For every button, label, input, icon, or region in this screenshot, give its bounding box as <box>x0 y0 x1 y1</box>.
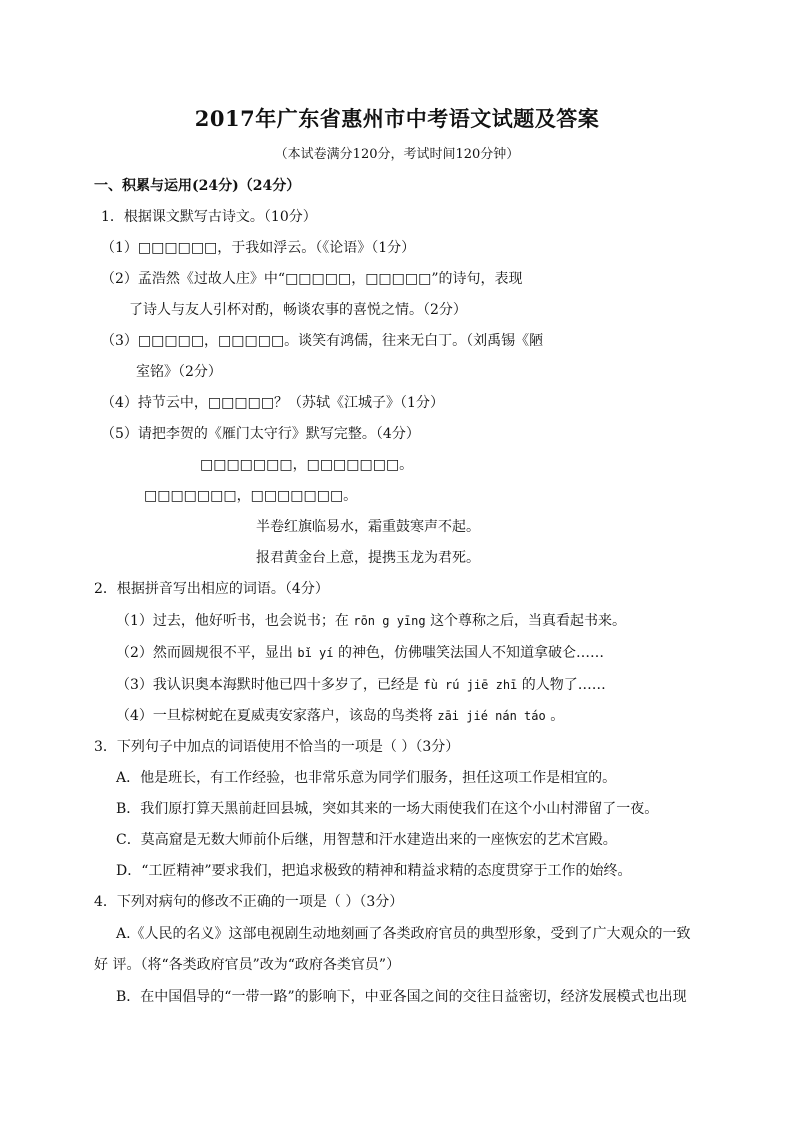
question-1-stem: 1．根据课文默写古诗文。（10分） <box>101 209 317 225</box>
question-1-part-3: （3）□□□□□，□□□□□。谈笑有鸿儒，往来无白丁。（刘禹锡《陋 <box>101 333 544 349</box>
sentence-text: （3）我认识奥本海默时他已四十多岁了，已经是 <box>116 677 419 693</box>
sentence-text: （4）一旦棕树蛇在夏威夷安家落户，该岛的鸟类将 <box>116 708 433 724</box>
sentence-text: 的人物了…… <box>521 677 606 693</box>
question-4-option-a-cont: 好 评。（将“各类政府官员”改为“政府各类官员”） <box>94 957 401 973</box>
sentence-text: 。 <box>550 708 565 724</box>
question-3-option-c: C．莫高窟是无数大师前仆后继，用智慧和汗水建造出来的一座恢宏的艺术宫殿。 <box>116 832 617 848</box>
question-4-stem: 4．下列对病句的修改不正确的一项是（ ）（3分） <box>94 894 404 910</box>
question-3-option-d: D．“工匠精神”要求我们，把追求极致的精神和精益求精的态度贯穿于工作的始终。 <box>116 863 632 879</box>
pinyin: rōn g yīng <box>353 614 426 628</box>
poem-line-2: □□□□□□□，□□□□□□□。 <box>144 488 358 504</box>
question-2-sentence-4 <box>116 707 564 725</box>
question-2-sentence-3 <box>116 676 606 694</box>
pinyin: zāi jié nán táo <box>437 709 546 723</box>
question-1-part-1: （1）□□□□□□，于我如浮云。（《论语》（1分） <box>101 240 416 256</box>
question-3-stem: 3．下列句子中加点的词语使用不恰当的一项是（ ）（3分） <box>94 739 460 755</box>
sentence-text: （2）然而圆规很不平，显出 <box>116 645 293 661</box>
question-3-option-b: B．我们原打算天黑前赶回县城，突如其来的一场大雨使我们在这个小山村滞留了一夜。 <box>116 801 659 817</box>
pinyin: fù rú jiē zhī <box>423 678 518 692</box>
question-2-sentence-2 <box>116 644 604 662</box>
question-2-sentence-1 <box>116 612 626 630</box>
question-1-part-2-cont: 了诗人与友人引杯对酌，畅谈农事的喜悦之情。（2分） <box>129 302 467 318</box>
question-1-part-4: （4）持节云中，□□□□□？（苏轼《江城子》（1分） <box>101 395 444 411</box>
question-1-part-3-cont: 室铭》（2分） <box>136 364 222 380</box>
sentence-text: （1）过去，他好听书，也会说书；在 <box>116 613 349 629</box>
page-subtitle: （本试卷满分120分，考试时间120分钟） <box>274 147 520 162</box>
question-1-part-5: （5）请把李贺的《雁门太守行》默写完整。（4分） <box>101 426 420 442</box>
question-4-option-b: B．在中国倡导的“一带一路”的影响下，中亚各国之间的交往日益密切，经济发展模式也出现 <box>116 989 687 1005</box>
question-1-part-2: （2）孟浩然《过故人庄》中“□□□□□，□□□□□”的诗句，表现 <box>101 271 523 287</box>
poem-line-3: 半卷红旗临易水，霜重鼓寒声不起。 <box>256 519 480 535</box>
question-2-stem: 2．根据拼音写出相应的词语。（4分） <box>94 581 329 597</box>
poem-line-4: 报君黄金台上意，提携玉龙为君死。 <box>256 550 480 566</box>
poem-line-1: □□□□□□□，□□□□□□□。 <box>200 457 414 473</box>
sentence-text: 的神色，仿佛嗤笑法国人不知道拿破仑…… <box>337 645 604 661</box>
pinyin: bǐ yí <box>297 646 334 660</box>
page-title: 2017年广东省惠州市中考语文试题及答案 <box>194 106 600 131</box>
sentence-text: 这个尊称之后，当真看起书来。 <box>430 613 627 629</box>
question-4-option-a: A.《人民的名义》这部电视剧生动地刻画了各类政府官员的典型形象，受到了广大观众的一致 <box>116 926 691 942</box>
section-heading: 一、积累与运用(24分)（24分） <box>94 178 301 194</box>
question-3-option-a: A．他是班长，有工作经验，也非常乐意为同学们服务，担任这项工作是相宜的。 <box>116 770 617 786</box>
